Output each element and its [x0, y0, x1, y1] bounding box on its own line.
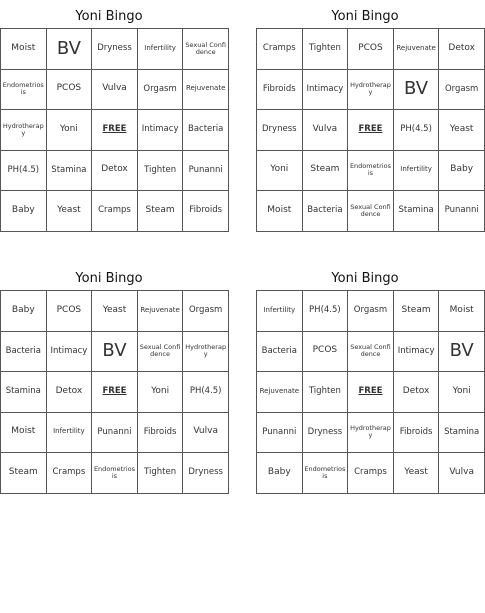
bingo-cell: Punanni — [183, 150, 229, 191]
bingo-cell: Yoni — [137, 372, 183, 413]
bingo-cell: Yeast — [393, 453, 439, 494]
bingo-cell: Stamina — [1, 372, 47, 413]
bingo-cell: Intimacy — [393, 331, 439, 372]
bingo-cell: Infertility — [137, 29, 183, 70]
bingo-cell: BV — [46, 29, 92, 70]
bingo-cell: Fibroids — [393, 412, 439, 453]
bingo-cell: Moist — [1, 29, 47, 70]
bingo-row — [1, 29, 229, 70]
bingo-cell: Baby — [1, 191, 47, 232]
bingo-row — [257, 453, 485, 494]
bingo-row — [257, 291, 485, 332]
bingo-cell: Moist — [1, 412, 47, 453]
bingo-cell: Detox — [393, 372, 439, 413]
bingo-cell: Tighten — [302, 29, 348, 70]
bingo-card-4 — [256, 268, 480, 494]
bingo-cell: Punanni — [439, 191, 485, 232]
bingo-cell: Yeast — [46, 191, 92, 232]
bingo-cell: Rejuvenate — [393, 29, 439, 70]
bingo-cell: Yoni — [439, 372, 485, 413]
bingo-cell: PCOS — [46, 69, 92, 110]
bingo-cell: Cramps — [348, 453, 394, 494]
bingo-row — [1, 412, 229, 453]
bingo-cell: Bacteria — [1, 331, 47, 372]
card-title: Yoni Bingo — [75, 271, 143, 286]
bingo-cell: Cramps — [46, 453, 92, 494]
bingo-cell: Hydrotherapy — [348, 412, 394, 453]
bingo-cell: Baby — [439, 150, 485, 191]
bingo-cell: BV — [439, 331, 485, 372]
bingo-cell: Orgasm — [439, 69, 485, 110]
bingo-cell: FREE — [92, 372, 138, 413]
bingo-row — [1, 372, 229, 413]
bingo-row — [257, 412, 485, 453]
bingo-cell: Rejuvenate — [257, 372, 303, 413]
bingo-cell: Sexual Confidence — [137, 331, 183, 372]
bingo-cell: Stamina — [393, 191, 439, 232]
bingo-cell: Orgasm — [348, 291, 394, 332]
bingo-row — [257, 331, 485, 372]
bingo-cell: Orgasm — [137, 69, 183, 110]
bingo-row — [1, 191, 229, 232]
bingo-cell: Baby — [257, 453, 303, 494]
bingo-cell: BV — [92, 331, 138, 372]
bingo-cell: Bacteria — [302, 191, 348, 232]
bingo-cell: Yoni — [46, 110, 92, 151]
bingo-cell: Vulva — [439, 453, 485, 494]
bingo-cell: Stamina — [439, 412, 485, 453]
bingo-cell: Steam — [1, 453, 47, 494]
bingo-cell: Intimacy — [137, 110, 183, 151]
bingo-cell: Hydrotherapy — [348, 69, 394, 110]
bingo-cell: Rejuvenate — [183, 69, 229, 110]
bingo-card-2 — [256, 6, 479, 232]
bingo-grid — [0, 290, 229, 494]
bingo-cell: Yoni — [257, 150, 303, 191]
bingo-cell: Cramps — [257, 29, 303, 70]
bingo-row — [257, 110, 485, 151]
bingo-card-3 — [0, 268, 227, 494]
bingo-cell: Punanni — [92, 412, 138, 453]
bingo-cell: Steam — [302, 150, 348, 191]
bingo-cell: Fibroids — [137, 412, 183, 453]
bingo-cell: PH(4.5) — [183, 372, 229, 413]
bingo-cell: Endometriosis — [348, 150, 394, 191]
card-title: Yoni Bingo — [331, 271, 399, 286]
bingo-cell: Rejuvenate — [137, 291, 183, 332]
bingo-cell: Sexual Confidence — [183, 29, 229, 70]
bingo-grid — [256, 290, 485, 494]
bingo-cell: PH(4.5) — [393, 110, 439, 151]
bingo-cell: Baby — [1, 291, 47, 332]
bingo-row — [1, 110, 229, 151]
bingo-cell: Dryness — [302, 412, 348, 453]
bingo-cell: Moist — [257, 191, 303, 232]
bingo-cell: Detox — [439, 29, 485, 70]
bingo-cell: Intimacy — [46, 331, 92, 372]
bingo-cell: Vulva — [183, 412, 229, 453]
bingo-cell: Bacteria — [183, 110, 229, 151]
bingo-cell: Intimacy — [302, 69, 348, 110]
bingo-cell: Dryness — [92, 29, 138, 70]
bingo-cell: Infertility — [46, 412, 92, 453]
bingo-card-1 — [0, 6, 226, 232]
bingo-cell: PCOS — [348, 29, 394, 70]
bingo-cell: Infertility — [393, 150, 439, 191]
bingo-cell: Tighten — [137, 453, 183, 494]
bingo-cell: Vulva — [92, 69, 138, 110]
bingo-cell: Stamina — [46, 150, 92, 191]
bingo-cell: Fibroids — [183, 191, 229, 232]
bingo-cell: Hydrotherapy — [1, 110, 47, 151]
bingo-row — [1, 331, 229, 372]
bingo-row — [257, 372, 485, 413]
bingo-cell: FREE — [92, 110, 138, 151]
bingo-cell: Fibroids — [257, 69, 303, 110]
bingo-cell: PH(4.5) — [1, 150, 47, 191]
bingo-cell: Moist — [439, 291, 485, 332]
bingo-row — [257, 69, 485, 110]
bingo-cell: PCOS — [46, 291, 92, 332]
bingo-cell: Infertility — [257, 291, 303, 332]
bingo-cell: PH(4.5) — [302, 291, 348, 332]
bingo-row — [1, 453, 229, 494]
bingo-cell: Cramps — [92, 191, 138, 232]
card-title: Yoni Bingo — [331, 9, 399, 24]
bingo-cell: FREE — [348, 110, 394, 151]
bingo-cell: PCOS — [302, 331, 348, 372]
bingo-row — [1, 291, 229, 332]
bingo-grid — [0, 28, 229, 232]
bingo-cell: BV — [393, 69, 439, 110]
bingo-cell: Punanni — [257, 412, 303, 453]
bingo-row — [257, 150, 485, 191]
bingo-cell: Steam — [137, 191, 183, 232]
bingo-cell: Detox — [92, 150, 138, 191]
bingo-cell: Sexual Confidence — [348, 191, 394, 232]
bingo-cell: Yeast — [92, 291, 138, 332]
bingo-row — [257, 29, 485, 70]
bingo-cell: Dryness — [257, 110, 303, 151]
bingo-cell: Hydrotherapy — [183, 331, 229, 372]
bingo-grid — [256, 28, 485, 232]
bingo-cell: Sexual Confidence — [348, 331, 394, 372]
card-title: Yoni Bingo — [75, 9, 143, 24]
bingo-row — [1, 150, 229, 191]
bingo-cell: Vulva — [302, 110, 348, 151]
bingo-cell: Tighten — [302, 372, 348, 413]
bingo-cell: Endometriosis — [1, 69, 47, 110]
bingo-cell: Yeast — [439, 110, 485, 151]
bingo-cell: Orgasm — [183, 291, 229, 332]
bingo-cell: Dryness — [183, 453, 229, 494]
bingo-cell: FREE — [348, 372, 394, 413]
bingo-cell: Steam — [393, 291, 439, 332]
bingo-row — [257, 191, 485, 232]
bingo-cell: Endometriosis — [302, 453, 348, 494]
bingo-cell: Endometriosis — [92, 453, 138, 494]
bingo-cell: Detox — [46, 372, 92, 413]
bingo-cell: Bacteria — [257, 331, 303, 372]
bingo-row — [1, 69, 229, 110]
bingo-cell: Tighten — [137, 150, 183, 191]
